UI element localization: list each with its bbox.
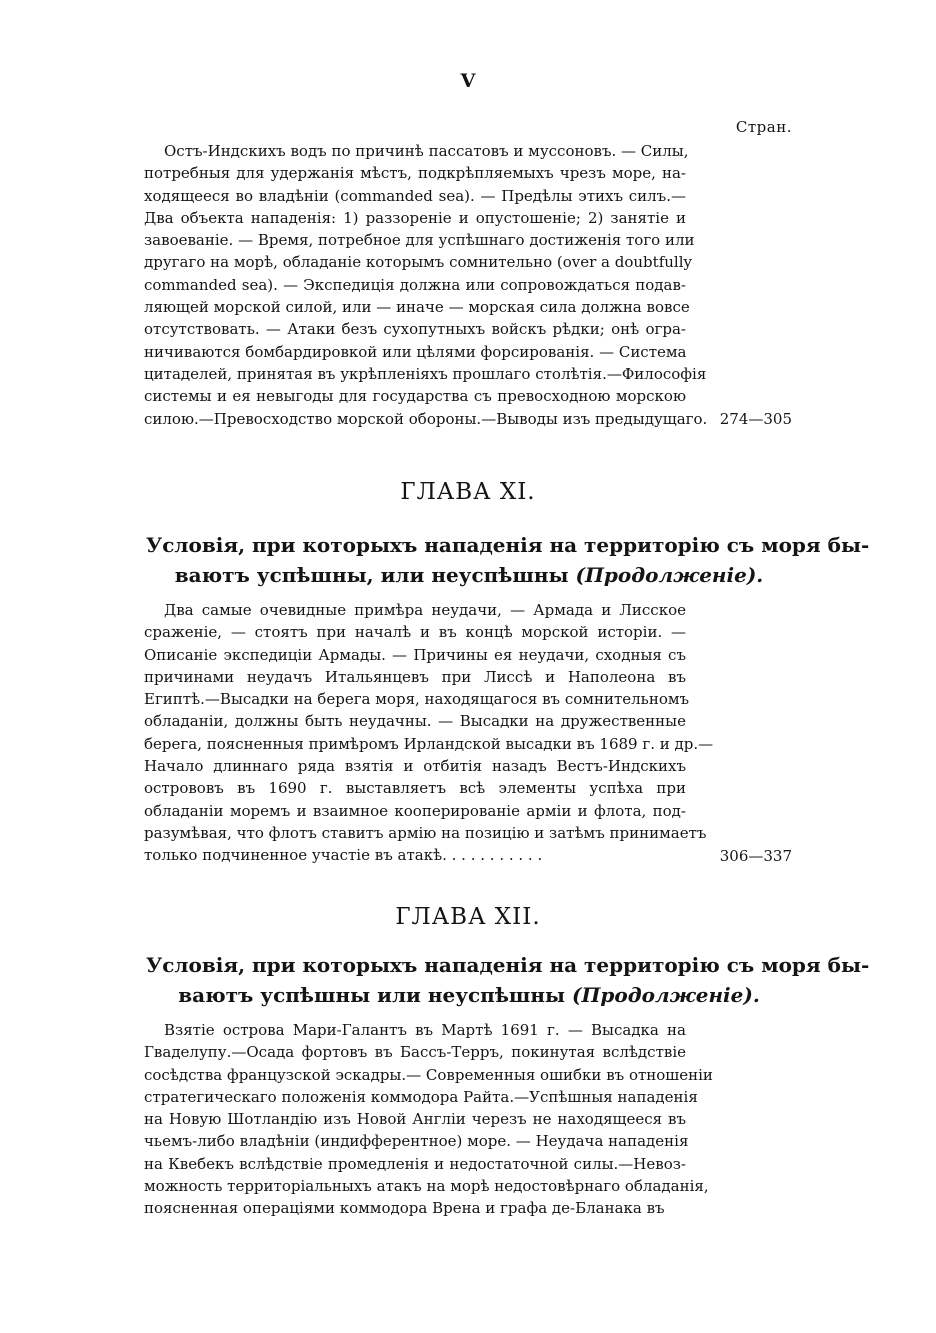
text-line: Два самые очевидные примѣра неудачи, — Армада и Лисское [164,601,686,619]
chapter-subtitle [146,950,870,1010]
text-line: на Новую Шотландію изъ Новой Англіи черезъ не находящееся въ [144,1110,686,1129]
text-line: Гваделупу.—Осада фортовъ въ Бассъ-Терръ, покинутая вслѣдствіе [144,1043,686,1062]
text-line: поясненная операціями коммодора Врена и графа де-Бланака въ [144,1199,665,1218]
toc-entry-summary [144,599,714,867]
text-line: сосѣдства французской эскадры.— Современныя ошибки въ отношеніи [144,1065,713,1084]
text-line: Египтѣ.—Высадки на берега моря, находящагося въ сомнительномъ [144,690,690,709]
text-line: ляющей морской силой, или — иначе — морская сила должна вовсе [144,298,690,317]
page-number: V [460,70,476,92]
text-line: ничиваются бомбардировкой или цѣлями форсированія. — Система [144,342,687,361]
text-line: ходящееся во владѣніи (commanded sea). — Предѣлы этихъ силъ.— [144,186,686,205]
text-line: на Квебекъ вслѣдствіе промедленія и недостаточной силы.—Невоз- [144,1154,686,1173]
text-line: commanded sea). — Экспедиція должна или сопровождаться подав- [144,275,686,294]
text-line: отсутствовать. — Атаки безъ сухопутныхъ войскъ рѣдки; онѣ огра- [144,320,686,339]
text-line: Остъ-Индскихъ водъ по причинѣ пассатовъ и муссоновъ. — Силы, [164,142,689,160]
subtitle-line: ваютъ успѣшны или неуспѣшны (Продолженіе). [178,983,760,1007]
text-line: цитаделей, принятая въ укрѣпленіяхъ прошлаго столѣтія.—Философія [144,364,707,383]
chapter-subtitle [146,530,870,590]
page-range: 306—337 [719,847,792,865]
text-line: сраженіе, — стоятъ при началѣ и въ концѣ морской исторіи. — [144,623,686,642]
text-line: Взятіе острова Мари-Галантъ въ Мартѣ 1691 г. — Высадка на [164,1021,686,1039]
text-line: можность территоріальныхъ атакъ на морѣ недостовѣрнаго обладанія, [144,1177,709,1196]
text-line: обладаніи моремъ и взаимное кооперированіе арміи и флота, под- [144,801,686,820]
text-line: системы и ея невыгоды для государства съ превосходною морскою [144,387,686,406]
page-range: 274—305 [719,410,792,428]
text-line: завоеваніе. — Время, потребное для успѣшнаго достиженія того или [144,231,695,250]
toc-entry-summary [144,140,708,430]
text-line: берега, поясненныя примѣромъ Ирландской высадки въ 1689 г. и др.— [144,734,714,753]
text-line: обладаніи, должны быть неудачны. — Высадки на дружественные [144,712,686,731]
text-line: Начало длиннаго ряда взятія и отбитія назадъ Вестъ-Индскихъ [144,757,686,776]
text-line: силою.—Превосходство морской обороны.—Выводы изъ предыдущаго. [144,409,708,428]
subtitle-line: ваютъ успѣшны, или неуспѣшны (Продолженіе). [174,563,764,587]
text-line: разумѣвая, что флотъ ставитъ армію на позицію и затѣмъ принимаетъ [144,823,707,842]
text-line: острововъ въ 1690 г. выставляетъ всѣ элементы успѣха при [144,779,686,798]
subtitle-line: Условія, при которыхъ нападенія на территорію съ моря бы- [146,533,870,557]
toc-entry-summary [144,1019,713,1220]
subtitle-line: Условія, при которыхъ нападенія на территорію съ моря бы- [146,953,870,977]
chapter-heading: ГЛАВА XI. [400,479,536,505]
text-line: Описаніе экспедиціи Армады. — Причины ея неудачи, сходныя съ [144,645,686,664]
text-line: Два объекта нападенія: 1) раззореніе и опустошеніе; 2) занятіе и [144,208,686,227]
text-line: другаго на морѣ, обладаніе которымъ сомнительно (over a doubtfully [144,253,692,272]
text-line: только подчиненное участіе въ атакѣ. . . . . . . . . . . [144,846,543,865]
text-line: чьемъ-либо владѣніи (индифферентное) море. — Неудача нападенія [144,1132,689,1151]
text-line: потребныя для удержанія мѣстъ, подкрѣпляемыхъ чрезъ море, на- [144,164,686,183]
text-line: причинами неудачъ Итальянцевъ при Лиссѣ и Наполеона въ [144,667,686,686]
chapter-heading: ГЛАВА XII. [395,904,541,930]
pages-column-header: Стран. [735,118,792,136]
text-line: стратегическаго положенія коммодора Райта.—Успѣшныя нападенія [144,1087,698,1106]
